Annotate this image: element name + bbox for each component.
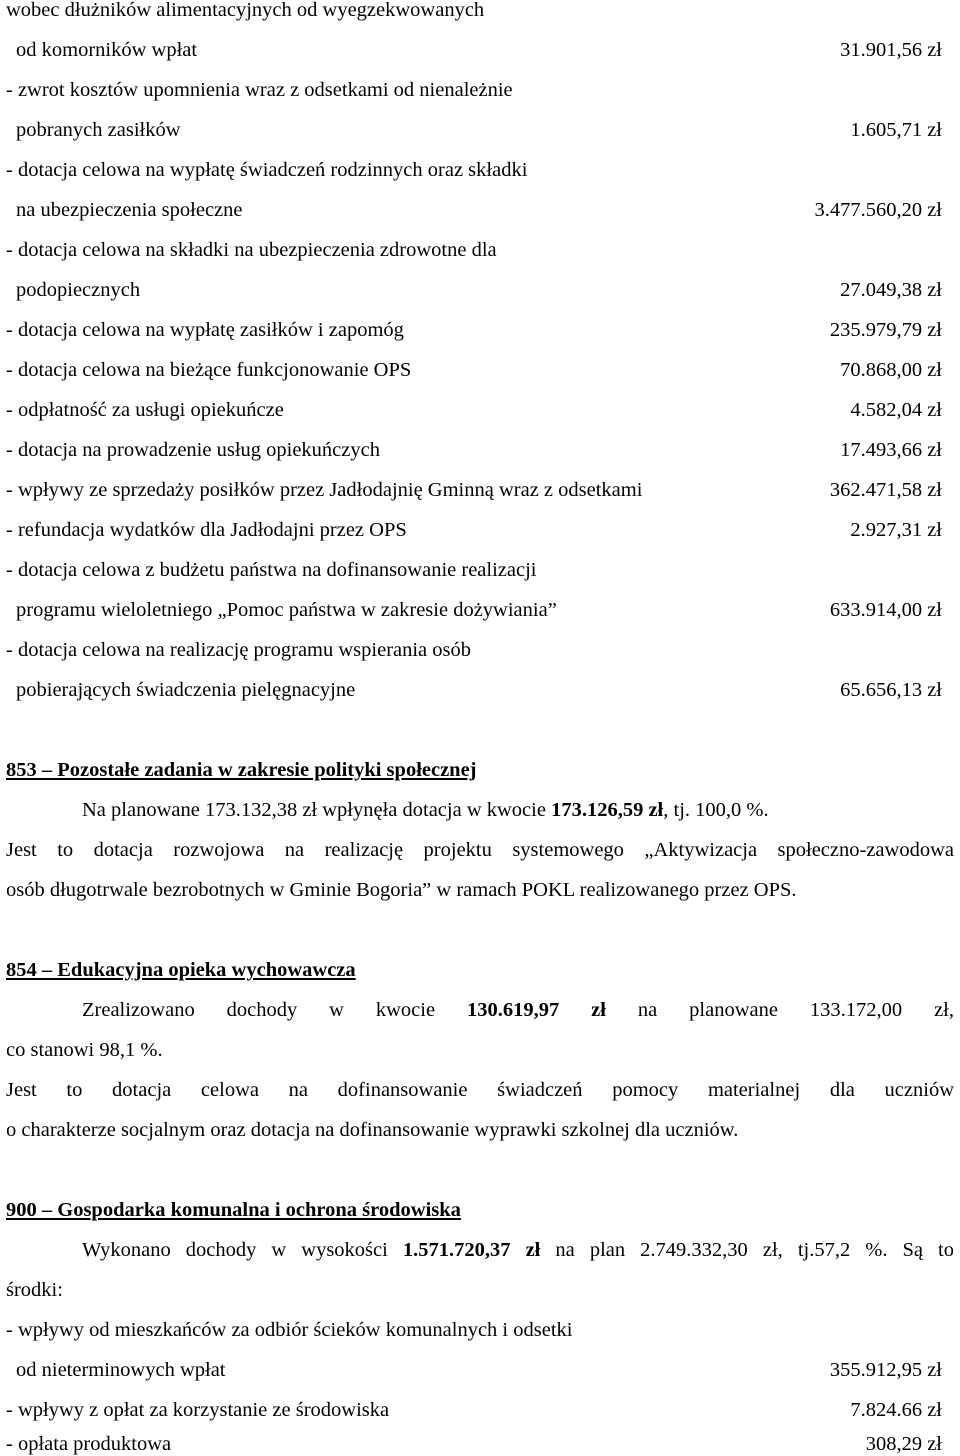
section-900-p1-pre: Wykonano dochody w wysokości (82, 1239, 403, 1261)
income-item-amount: 7.824.66 zł (850, 1399, 942, 1421)
income-item-label-line1: - wpływy od mieszkańców za odbiór ścieków komunalnych i odsetki (6, 1319, 573, 1341)
section-854-paragraph-2-line2: o charakterze socjalnym oraz dotacja na dofinansowanie wyprawki szkolnej dla uczniów. (6, 1119, 739, 1141)
income-item-amount: 31.901,56 zł (840, 39, 942, 61)
income-item-amount: 355.912,95 zł (829, 1359, 942, 1381)
income-item-amount: 27.049,38 zł (840, 279, 942, 301)
income-item-label: - opłata produktowa (6, 1433, 172, 1455)
income-item-amount: 2.927,31 zł (850, 519, 942, 541)
income-item-label-line1: - dotacja celowa na składki na ubezpieczenia zdrowotne dla (6, 239, 497, 261)
section-900-paragraph-1-line2: środki: (6, 1279, 63, 1301)
section-854-paragraph-1 (82, 1000, 954, 1021)
section-900-paragraph-1 (82, 1240, 954, 1261)
section-853-p1-amount: 173.126,59 zł (551, 799, 664, 821)
income-item-amount: 362.471,58 zł (829, 479, 942, 501)
section-853-paragraph-2-line2: osób długotrwale bezrobotnych w Gminie Bogoria” w ramach POKL realizowanego przez OPS. (6, 879, 797, 901)
income-item-label-line1: wobec dłużników alimentacyjnych od wyegzekwowanych (6, 0, 485, 21)
section-900-p1-post: na plan 2.749.332,30 zł, tj.57,2 %. Są to (540, 1239, 955, 1261)
income-item-label-line2: od komorników wpłat (16, 39, 198, 61)
income-item-label: - odpłatność za usługi opiekuńcze (6, 399, 284, 421)
income-item-label: - wpływy ze sprzedaży posiłków przez Jadłodajnię Gminną wraz z odsetkami (6, 479, 643, 501)
income-item-amount: 70.868,00 zł (840, 359, 942, 381)
section-853-p1-post: , tj. 100,0 %. (663, 799, 769, 821)
income-item-label: - refundacja wydatków dla Jadłodajni przez OPS (6, 519, 407, 541)
income-item-amount: 17.493,66 zł (840, 439, 942, 461)
income-item-label-line1: - dotacja celowa na wypłatę świadczeń rodzinnych oraz składki (6, 159, 528, 181)
income-item-label-line2: na ubezpieczenia społeczne (16, 199, 243, 221)
income-item-label: - wpływy z opłat za korzystanie ze środowiska (6, 1399, 390, 1421)
income-item-amount: 1.605,71 zł (850, 119, 942, 141)
income-item-label-line1: - dotacja celowa z budżetu państwa na dofinansowanie realizacji (6, 559, 537, 581)
income-item-label-line2: podopiecznych (16, 279, 141, 301)
section-854-p1-pre: Zrealizowano dochody w kwocie (82, 999, 467, 1021)
section-853-p1-pre: Na planowane 173.132,38 zł wpłynęła dotacja w kwocie (82, 799, 552, 821)
income-item-label-line2: pobranych zasiłków (16, 119, 181, 141)
section-854-p1-amount: 130.619,97 zł (467, 999, 606, 1021)
income-item-label: - dotacja na prowadzenie usług opiekuńczych (6, 439, 380, 461)
section-900-heading: 900 – Gospodarka komunalna i ochrona środowiska (6, 1199, 461, 1221)
income-item-amount: 308,29 zł (865, 1433, 942, 1455)
income-item-label-line2: programu wieloletniego „Pomoc państwa w zakresie dożywiania” (16, 599, 557, 621)
section-853-paragraph-1 (82, 800, 769, 821)
section-854-heading: 854 – Edukacyjna opieka wychowawcza (6, 959, 356, 981)
income-item-amount: 4.582,04 zł (850, 399, 942, 421)
income-item-label: - dotacja celowa na bieżące funkcjonowanie OPS (6, 359, 412, 381)
income-item-amount: 65.656,13 zł (840, 679, 942, 701)
income-item-amount: 235.979,79 zł (829, 319, 942, 341)
section-900-p1-amount: 1.571.720,37 zł (402, 1239, 541, 1261)
income-item-label-line1: - dotacja celowa na realizację programu wspierania osób (6, 639, 472, 661)
section-853-paragraph-2-line1: Jest to dotacja rozwojowa na realizację projektu systemowego „Aktywizacja społeczno-zawodowa (6, 839, 954, 861)
section-853-heading: 853 – Pozostałe zadania w zakresie polityki społecznej (6, 759, 477, 781)
section-854-p1-post: na planowane 133.172,00 zł, (605, 999, 955, 1021)
income-item-label-line2: pobierających świadczenia pielęgnacyjne (16, 679, 356, 701)
income-item-label: - dotacja celowa na wypłatę zasiłków i zapomóg (6, 319, 404, 341)
section-854-paragraph-1-line2: co stanowi 98,1 %. (6, 1039, 163, 1061)
income-item-amount: 3.477.560,20 zł (814, 199, 942, 221)
income-item-amount: 633.914,00 zł (829, 599, 942, 621)
income-item-label-line2: od nieterminowych wpłat (16, 1359, 226, 1381)
income-item-label-line1: - zwrot kosztów upomnienia wraz z odsetkami od nienależnie (6, 79, 513, 101)
section-854-paragraph-2-line1: Jest to dotacja celowa na dofinansowanie świadczeń pomocy materialnej dla uczniów (6, 1079, 954, 1101)
